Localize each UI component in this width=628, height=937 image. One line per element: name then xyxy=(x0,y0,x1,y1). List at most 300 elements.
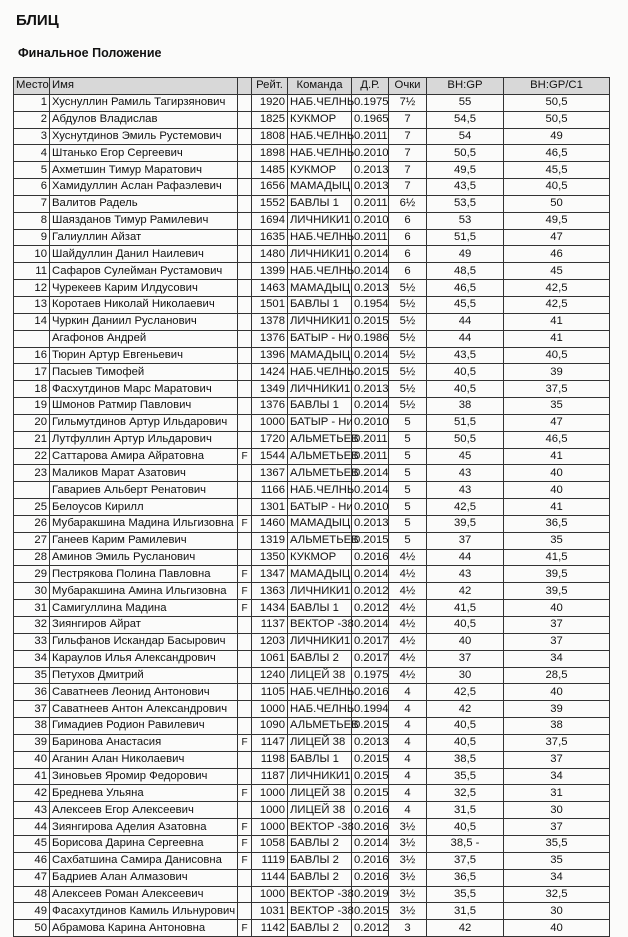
bhgp-cell: 49 xyxy=(427,246,504,263)
dob-cell: 0.1975 xyxy=(352,94,389,111)
table-row xyxy=(14,347,610,364)
bhgpc1-cell: 39 xyxy=(504,701,610,718)
fed-cell: F xyxy=(238,852,252,869)
name-cell: Коротаев Николай Николаевич xyxy=(50,296,238,313)
points-cell: 3½ xyxy=(389,852,427,869)
place-cell: 5 xyxy=(14,162,50,179)
fed-cell xyxy=(238,617,252,634)
team-cell: ЛИЧНИКИ1 xyxy=(288,212,352,229)
table-row xyxy=(14,482,610,499)
team-cell: БАВЛЫ 1 xyxy=(288,195,352,212)
fed-cell xyxy=(238,667,252,684)
bhgpc1-cell: 50,5 xyxy=(504,94,610,111)
fed-cell xyxy=(238,246,252,263)
place-cell: 25 xyxy=(14,499,50,516)
fed-cell xyxy=(238,886,252,903)
fed-cell xyxy=(238,179,252,196)
points-cell: 4½ xyxy=(389,650,427,667)
fed-cell xyxy=(238,869,252,886)
points-cell: 5 xyxy=(389,431,427,448)
dob-cell: 0.2013 xyxy=(352,162,389,179)
dob-cell: 0.2015 xyxy=(352,751,389,768)
bhgpc1-cell: 46 xyxy=(504,246,610,263)
rating-cell: 1000 xyxy=(252,886,288,903)
rating-cell: 1350 xyxy=(252,549,288,566)
name-cell: Бадриев Алан Алмазович xyxy=(50,869,238,886)
dob-cell: 0.2014 xyxy=(352,566,389,583)
fed-cell xyxy=(238,280,252,297)
bhgp-cell: 43,5 xyxy=(427,347,504,364)
place-cell: 7 xyxy=(14,195,50,212)
team-cell: НАБ.ЧЕЛНЬ xyxy=(288,263,352,280)
bhgp-cell: 50,5 xyxy=(427,145,504,162)
team-cell: ЛИЧНИКИ1 xyxy=(288,313,352,330)
rating-cell: 1000 xyxy=(252,819,288,836)
rating-cell: 1000 xyxy=(252,701,288,718)
bhgpc1-cell: 45,5 xyxy=(504,162,610,179)
table-row xyxy=(14,903,610,920)
place-cell: 28 xyxy=(14,549,50,566)
table-row xyxy=(14,195,610,212)
rating-cell: 1000 xyxy=(252,414,288,431)
place-cell: 10 xyxy=(14,246,50,263)
dob-cell: 0.2015 xyxy=(352,785,389,802)
dob-cell: 0.2013 xyxy=(352,280,389,297)
bhgp-cell: 44 xyxy=(427,313,504,330)
header-rating: Рейт. xyxy=(252,78,288,95)
header-points: Очки xyxy=(389,78,427,95)
bhgpc1-cell: 30 xyxy=(504,802,610,819)
bhgpc1-cell: 40 xyxy=(504,482,610,499)
dob-cell: 0.2014 xyxy=(352,835,389,852)
team-cell: ВЕКТОР -38 xyxy=(288,617,352,634)
bhgpc1-cell: 40 xyxy=(504,465,610,482)
table-row xyxy=(14,381,610,398)
place-cell: 46 xyxy=(14,852,50,869)
place-cell: 45 xyxy=(14,835,50,852)
place-cell: 17 xyxy=(14,364,50,381)
bhgp-cell: 51,5 xyxy=(427,414,504,431)
table-row xyxy=(14,448,610,465)
points-cell: 5½ xyxy=(389,313,427,330)
bhgpc1-cell: 38 xyxy=(504,718,610,735)
dob-cell: 0.2015 xyxy=(352,532,389,549)
bhgp-cell: 40,5 xyxy=(427,381,504,398)
place-cell: 13 xyxy=(14,296,50,313)
bhgp-cell: 40,5 xyxy=(427,364,504,381)
rating-cell: 1198 xyxy=(252,751,288,768)
points-cell: 5½ xyxy=(389,364,427,381)
fed-cell xyxy=(238,684,252,701)
bhgp-cell: 53,5 xyxy=(427,195,504,212)
bhgp-cell: 45 xyxy=(427,448,504,465)
name-cell: Саватнеев Антон Александрович xyxy=(50,701,238,718)
fed-cell xyxy=(238,701,252,718)
dob-cell: 0.2010 xyxy=(352,145,389,162)
fed-cell xyxy=(238,768,252,785)
place-cell: 11 xyxy=(14,263,50,280)
dob-cell: 0.2012 xyxy=(352,583,389,600)
name-cell: Шмонов Ратмир Павлович xyxy=(50,398,238,415)
points-cell: 3½ xyxy=(389,819,427,836)
name-cell: Алексеев Роман Алексеевич xyxy=(50,886,238,903)
rating-cell: 1460 xyxy=(252,515,288,532)
team-cell: АЛЬМЕТЬЕВ xyxy=(288,532,352,549)
rating-cell: 1347 xyxy=(252,566,288,583)
fed-cell xyxy=(238,347,252,364)
fed-cell: F xyxy=(238,583,252,600)
dob-cell: 0.2012 xyxy=(352,920,389,937)
team-cell: БАВЛЫ 2 xyxy=(288,869,352,886)
rating-cell: 1142 xyxy=(252,920,288,937)
table-row xyxy=(14,94,610,111)
fed-cell xyxy=(238,212,252,229)
rating-cell: 1187 xyxy=(252,768,288,785)
place-cell: 3 xyxy=(14,128,50,145)
rating-cell: 1061 xyxy=(252,650,288,667)
points-cell: 3½ xyxy=(389,903,427,920)
points-cell: 4½ xyxy=(389,633,427,650)
points-cell: 3½ xyxy=(389,835,427,852)
bhgp-cell: 43,5 xyxy=(427,179,504,196)
team-cell: БАТЫР - Ни xyxy=(288,499,352,516)
table-row xyxy=(14,852,610,869)
points-cell: 5½ xyxy=(389,296,427,313)
place-cell: 36 xyxy=(14,684,50,701)
table-row xyxy=(14,414,610,431)
page-title: БЛИЦ xyxy=(16,12,59,29)
points-cell: 4½ xyxy=(389,667,427,684)
name-cell: Сафаров Сулейман Рустамович xyxy=(50,263,238,280)
rating-cell: 1434 xyxy=(252,600,288,617)
rating-cell: 1825 xyxy=(252,111,288,128)
name-cell: Чуркин Даниил Русланович xyxy=(50,313,238,330)
fed-cell xyxy=(238,633,252,650)
fed-cell xyxy=(238,381,252,398)
dob-cell: 0.1975 xyxy=(352,667,389,684)
points-cell: 6½ xyxy=(389,195,427,212)
table-row xyxy=(14,920,610,937)
name-cell: Маликов Марат Азатович xyxy=(50,465,238,482)
bhgpc1-cell: 31 xyxy=(504,785,610,802)
dob-cell: 0.2017 xyxy=(352,650,389,667)
table-row xyxy=(14,566,610,583)
bhgp-cell: 43 xyxy=(427,482,504,499)
bhgp-cell: 40 xyxy=(427,633,504,650)
dob-cell: 0.2014 xyxy=(352,617,389,634)
bhgpc1-cell: 37,5 xyxy=(504,381,610,398)
bhgp-cell: 40,5 xyxy=(427,718,504,735)
bhgpc1-cell: 39 xyxy=(504,364,610,381)
place-cell: 33 xyxy=(14,633,50,650)
rating-cell: 1349 xyxy=(252,381,288,398)
place-cell: 39 xyxy=(14,734,50,751)
bhgpc1-cell: 40 xyxy=(504,920,610,937)
points-cell: 3½ xyxy=(389,886,427,903)
header-bhgp: BH:GP xyxy=(427,78,504,95)
fed-cell xyxy=(238,229,252,246)
bhgp-cell: 42 xyxy=(427,920,504,937)
points-cell: 4 xyxy=(389,785,427,802)
name-cell: Фасахутдинов Камиль Ильнурович xyxy=(50,903,238,920)
name-cell: Гавариев Альберт Ренатович xyxy=(50,482,238,499)
rating-cell: 1000 xyxy=(252,785,288,802)
points-cell: 5½ xyxy=(389,280,427,297)
fed-cell xyxy=(238,751,252,768)
bhgpc1-cell: 35,5 xyxy=(504,835,610,852)
rating-cell: 1147 xyxy=(252,734,288,751)
name-cell: Абдулов Владислав xyxy=(50,111,238,128)
dob-cell: 0.2014 xyxy=(352,398,389,415)
points-cell: 5½ xyxy=(389,347,427,364)
bhgp-cell: 46,5 xyxy=(427,280,504,297)
table-row xyxy=(14,734,610,751)
name-cell: Баринова Анастасия xyxy=(50,734,238,751)
name-cell: Пасыев Тимофей xyxy=(50,364,238,381)
table-row xyxy=(14,819,610,836)
rating-cell: 1363 xyxy=(252,583,288,600)
place-cell: 41 xyxy=(14,768,50,785)
points-cell: 5½ xyxy=(389,381,427,398)
place-cell: 6 xyxy=(14,179,50,196)
bhgp-cell: 39,5 xyxy=(427,515,504,532)
table-row xyxy=(14,751,610,768)
bhgp-cell: 32,5 xyxy=(427,785,504,802)
bhgpc1-cell: 37 xyxy=(504,751,610,768)
bhgpc1-cell: 47 xyxy=(504,229,610,246)
place-cell: 12 xyxy=(14,280,50,297)
name-cell: Гильмутдинов Артур Ильдарович xyxy=(50,414,238,431)
points-cell: 4 xyxy=(389,802,427,819)
points-cell: 4½ xyxy=(389,600,427,617)
name-cell: Хуснуллин Рамиль Тагирзянович xyxy=(50,94,238,111)
table-row xyxy=(14,263,610,280)
bhgpc1-cell: 39,5 xyxy=(504,566,610,583)
team-cell: ВЕКТОР -38 xyxy=(288,819,352,836)
bhgpc1-cell: 41 xyxy=(504,330,610,347)
points-cell: 6 xyxy=(389,246,427,263)
team-cell: ЛИЧНИКИ1 xyxy=(288,246,352,263)
bhgpc1-cell: 49,5 xyxy=(504,212,610,229)
dob-cell: 0.2010 xyxy=(352,414,389,431)
place-cell: 21 xyxy=(14,431,50,448)
table-row xyxy=(14,111,610,128)
name-cell: Борисова Дарина Сергеевна xyxy=(50,835,238,852)
fed-cell xyxy=(238,414,252,431)
points-cell: 5½ xyxy=(389,330,427,347)
bhgp-cell: 35,5 xyxy=(427,886,504,903)
bhgpc1-cell: 37 xyxy=(504,633,610,650)
team-cell: НАБ.ЧЕЛНЬ xyxy=(288,128,352,145)
team-cell: ЛИЧНИКИ1 xyxy=(288,633,352,650)
name-cell: Агафонов Андрей xyxy=(50,330,238,347)
bhgpc1-cell: 32,5 xyxy=(504,886,610,903)
table-row xyxy=(14,617,610,634)
rating-cell: 1544 xyxy=(252,448,288,465)
place-cell: 2 xyxy=(14,111,50,128)
place-cell: 42 xyxy=(14,785,50,802)
bhgp-cell: 40,5 xyxy=(427,617,504,634)
bhgpc1-cell: 36,5 xyxy=(504,515,610,532)
points-cell: 4 xyxy=(389,684,427,701)
standings-table xyxy=(13,77,610,937)
bhgp-cell: 53 xyxy=(427,212,504,229)
name-cell: Чурекеев Карим Илдусович xyxy=(50,280,238,297)
team-cell: НАБ.ЧЕЛНЬ xyxy=(288,701,352,718)
team-cell: ЛИЦЕЙ 38 xyxy=(288,785,352,802)
points-cell: 4 xyxy=(389,768,427,785)
place-cell: 38 xyxy=(14,718,50,735)
place-cell: 29 xyxy=(14,566,50,583)
rating-cell: 1144 xyxy=(252,869,288,886)
header-name: Имя xyxy=(50,78,238,95)
dob-cell: 0.2016 xyxy=(352,802,389,819)
fed-cell: F xyxy=(238,920,252,937)
dob-cell: 0.1994 xyxy=(352,701,389,718)
rating-cell: 1090 xyxy=(252,718,288,735)
table-row xyxy=(14,431,610,448)
name-cell: Алексеев Егор Алексеевич xyxy=(50,802,238,819)
bhgp-cell: 55 xyxy=(427,94,504,111)
table-row xyxy=(14,532,610,549)
dob-cell: 0.2011 xyxy=(352,448,389,465)
bhgpc1-cell: 42,5 xyxy=(504,280,610,297)
name-cell: Аминов Эмиль Русланович xyxy=(50,549,238,566)
fed-cell xyxy=(238,94,252,111)
name-cell: Штанько Егор Сергеевич xyxy=(50,145,238,162)
bhgp-cell: 48,5 xyxy=(427,263,504,280)
bhgpc1-cell: 28,5 xyxy=(504,667,610,684)
bhgp-cell: 54 xyxy=(427,128,504,145)
bhgpc1-cell: 50 xyxy=(504,195,610,212)
place-cell: 31 xyxy=(14,600,50,617)
bhgp-cell: 38,5 xyxy=(427,751,504,768)
place-cell xyxy=(14,482,50,499)
header-bhgpc1: BH:GP/C1 xyxy=(504,78,610,95)
team-cell: БАВЛЫ 1 xyxy=(288,600,352,617)
table-row xyxy=(14,768,610,785)
points-cell: 7 xyxy=(389,128,427,145)
rating-cell: 1694 xyxy=(252,212,288,229)
table-row xyxy=(14,701,610,718)
name-cell: Белоусов Кирилл xyxy=(50,499,238,516)
name-cell: Сахбатшина Самира Данисовна xyxy=(50,852,238,869)
bhgp-cell: 41,5 xyxy=(427,600,504,617)
place-cell: 23 xyxy=(14,465,50,482)
points-cell: 5½ xyxy=(389,398,427,415)
bhgpc1-cell: 41 xyxy=(504,448,610,465)
rating-cell: 1480 xyxy=(252,246,288,263)
dob-cell: 0.2019 xyxy=(352,886,389,903)
rating-cell: 1378 xyxy=(252,313,288,330)
dob-cell: 0.2015 xyxy=(352,903,389,920)
table-row xyxy=(14,600,610,617)
rating-cell: 1137 xyxy=(252,617,288,634)
bhgp-cell: 44 xyxy=(427,549,504,566)
team-cell: АЛЬМЕТЬЕВ xyxy=(288,448,352,465)
team-cell: АЛЬМЕТЬЕВ xyxy=(288,431,352,448)
name-cell: Хамидуллин Аслан Рафаэлевич xyxy=(50,179,238,196)
table-row xyxy=(14,364,610,381)
points-cell: 5 xyxy=(389,482,427,499)
rating-cell: 1119 xyxy=(252,852,288,869)
team-cell: ЛИЧНИКИ1 xyxy=(288,583,352,600)
team-cell: НАБ.ЧЕЛНЬ xyxy=(288,364,352,381)
team-cell: КУКМОР xyxy=(288,162,352,179)
bhgpc1-cell: 37 xyxy=(504,617,610,634)
name-cell: Лутфуллин Артур Ильдарович xyxy=(50,431,238,448)
table-row xyxy=(14,802,610,819)
dob-cell: 0.2017 xyxy=(352,633,389,650)
points-cell: 4½ xyxy=(389,583,427,600)
place-cell: 1 xyxy=(14,94,50,111)
rating-cell: 1808 xyxy=(252,128,288,145)
bhgpc1-cell: 40,5 xyxy=(504,179,610,196)
dob-cell: 0.2013 xyxy=(352,381,389,398)
bhgp-cell: 51,5 xyxy=(427,229,504,246)
bhgpc1-cell: 45 xyxy=(504,263,610,280)
table-row xyxy=(14,633,610,650)
points-cell: 3 xyxy=(389,920,427,937)
points-cell: 4 xyxy=(389,701,427,718)
fed-cell: F xyxy=(238,785,252,802)
fed-cell: F xyxy=(238,448,252,465)
bhgp-cell: 40,5 xyxy=(427,819,504,836)
dob-cell: 0.2015 xyxy=(352,313,389,330)
bhgp-cell: 31,5 xyxy=(427,903,504,920)
dob-cell: 0.2014 xyxy=(352,263,389,280)
points-cell: 4 xyxy=(389,718,427,735)
name-cell: Зиновьев Яромир Федорович xyxy=(50,768,238,785)
name-cell: Гильфанов Искандар Басырович xyxy=(50,633,238,650)
place-cell: 30 xyxy=(14,583,50,600)
bhgp-cell: 38 xyxy=(427,398,504,415)
bhgp-cell: 49,5 xyxy=(427,162,504,179)
fed-cell xyxy=(238,263,252,280)
bhgpc1-cell: 47 xyxy=(504,414,610,431)
bhgpc1-cell: 46,5 xyxy=(504,431,610,448)
fed-cell xyxy=(238,465,252,482)
team-cell: ВЕКТОР -38 xyxy=(288,886,352,903)
team-cell: ВЕКТОР -38 xyxy=(288,903,352,920)
name-cell: Шайдуллин Данил Наилевич xyxy=(50,246,238,263)
dob-cell: 0.2016 xyxy=(352,852,389,869)
fed-cell xyxy=(238,398,252,415)
bhgpc1-cell: 37,5 xyxy=(504,734,610,751)
bhgp-cell: 43 xyxy=(427,465,504,482)
fed-cell xyxy=(238,296,252,313)
table-row xyxy=(14,886,610,903)
team-cell: МАМАДЫЦ xyxy=(288,347,352,364)
place-cell: 34 xyxy=(14,650,50,667)
dob-cell: 0.1954 xyxy=(352,296,389,313)
fed-cell xyxy=(238,499,252,516)
place-cell: 27 xyxy=(14,532,50,549)
table-row xyxy=(14,162,610,179)
points-cell: 5 xyxy=(389,414,427,431)
rating-cell: 1058 xyxy=(252,835,288,852)
dob-cell: 0.1965 xyxy=(352,111,389,128)
table-row xyxy=(14,718,610,735)
bhgp-cell: 36,5 xyxy=(427,869,504,886)
name-cell: Саттарова Амира Айратовна xyxy=(50,448,238,465)
place-cell: 40 xyxy=(14,751,50,768)
dob-cell: 0.2012 xyxy=(352,600,389,617)
dob-cell: 0.1986 xyxy=(352,330,389,347)
fed-cell xyxy=(238,903,252,920)
table-row xyxy=(14,246,610,263)
bhgp-cell: 40,5 xyxy=(427,734,504,751)
